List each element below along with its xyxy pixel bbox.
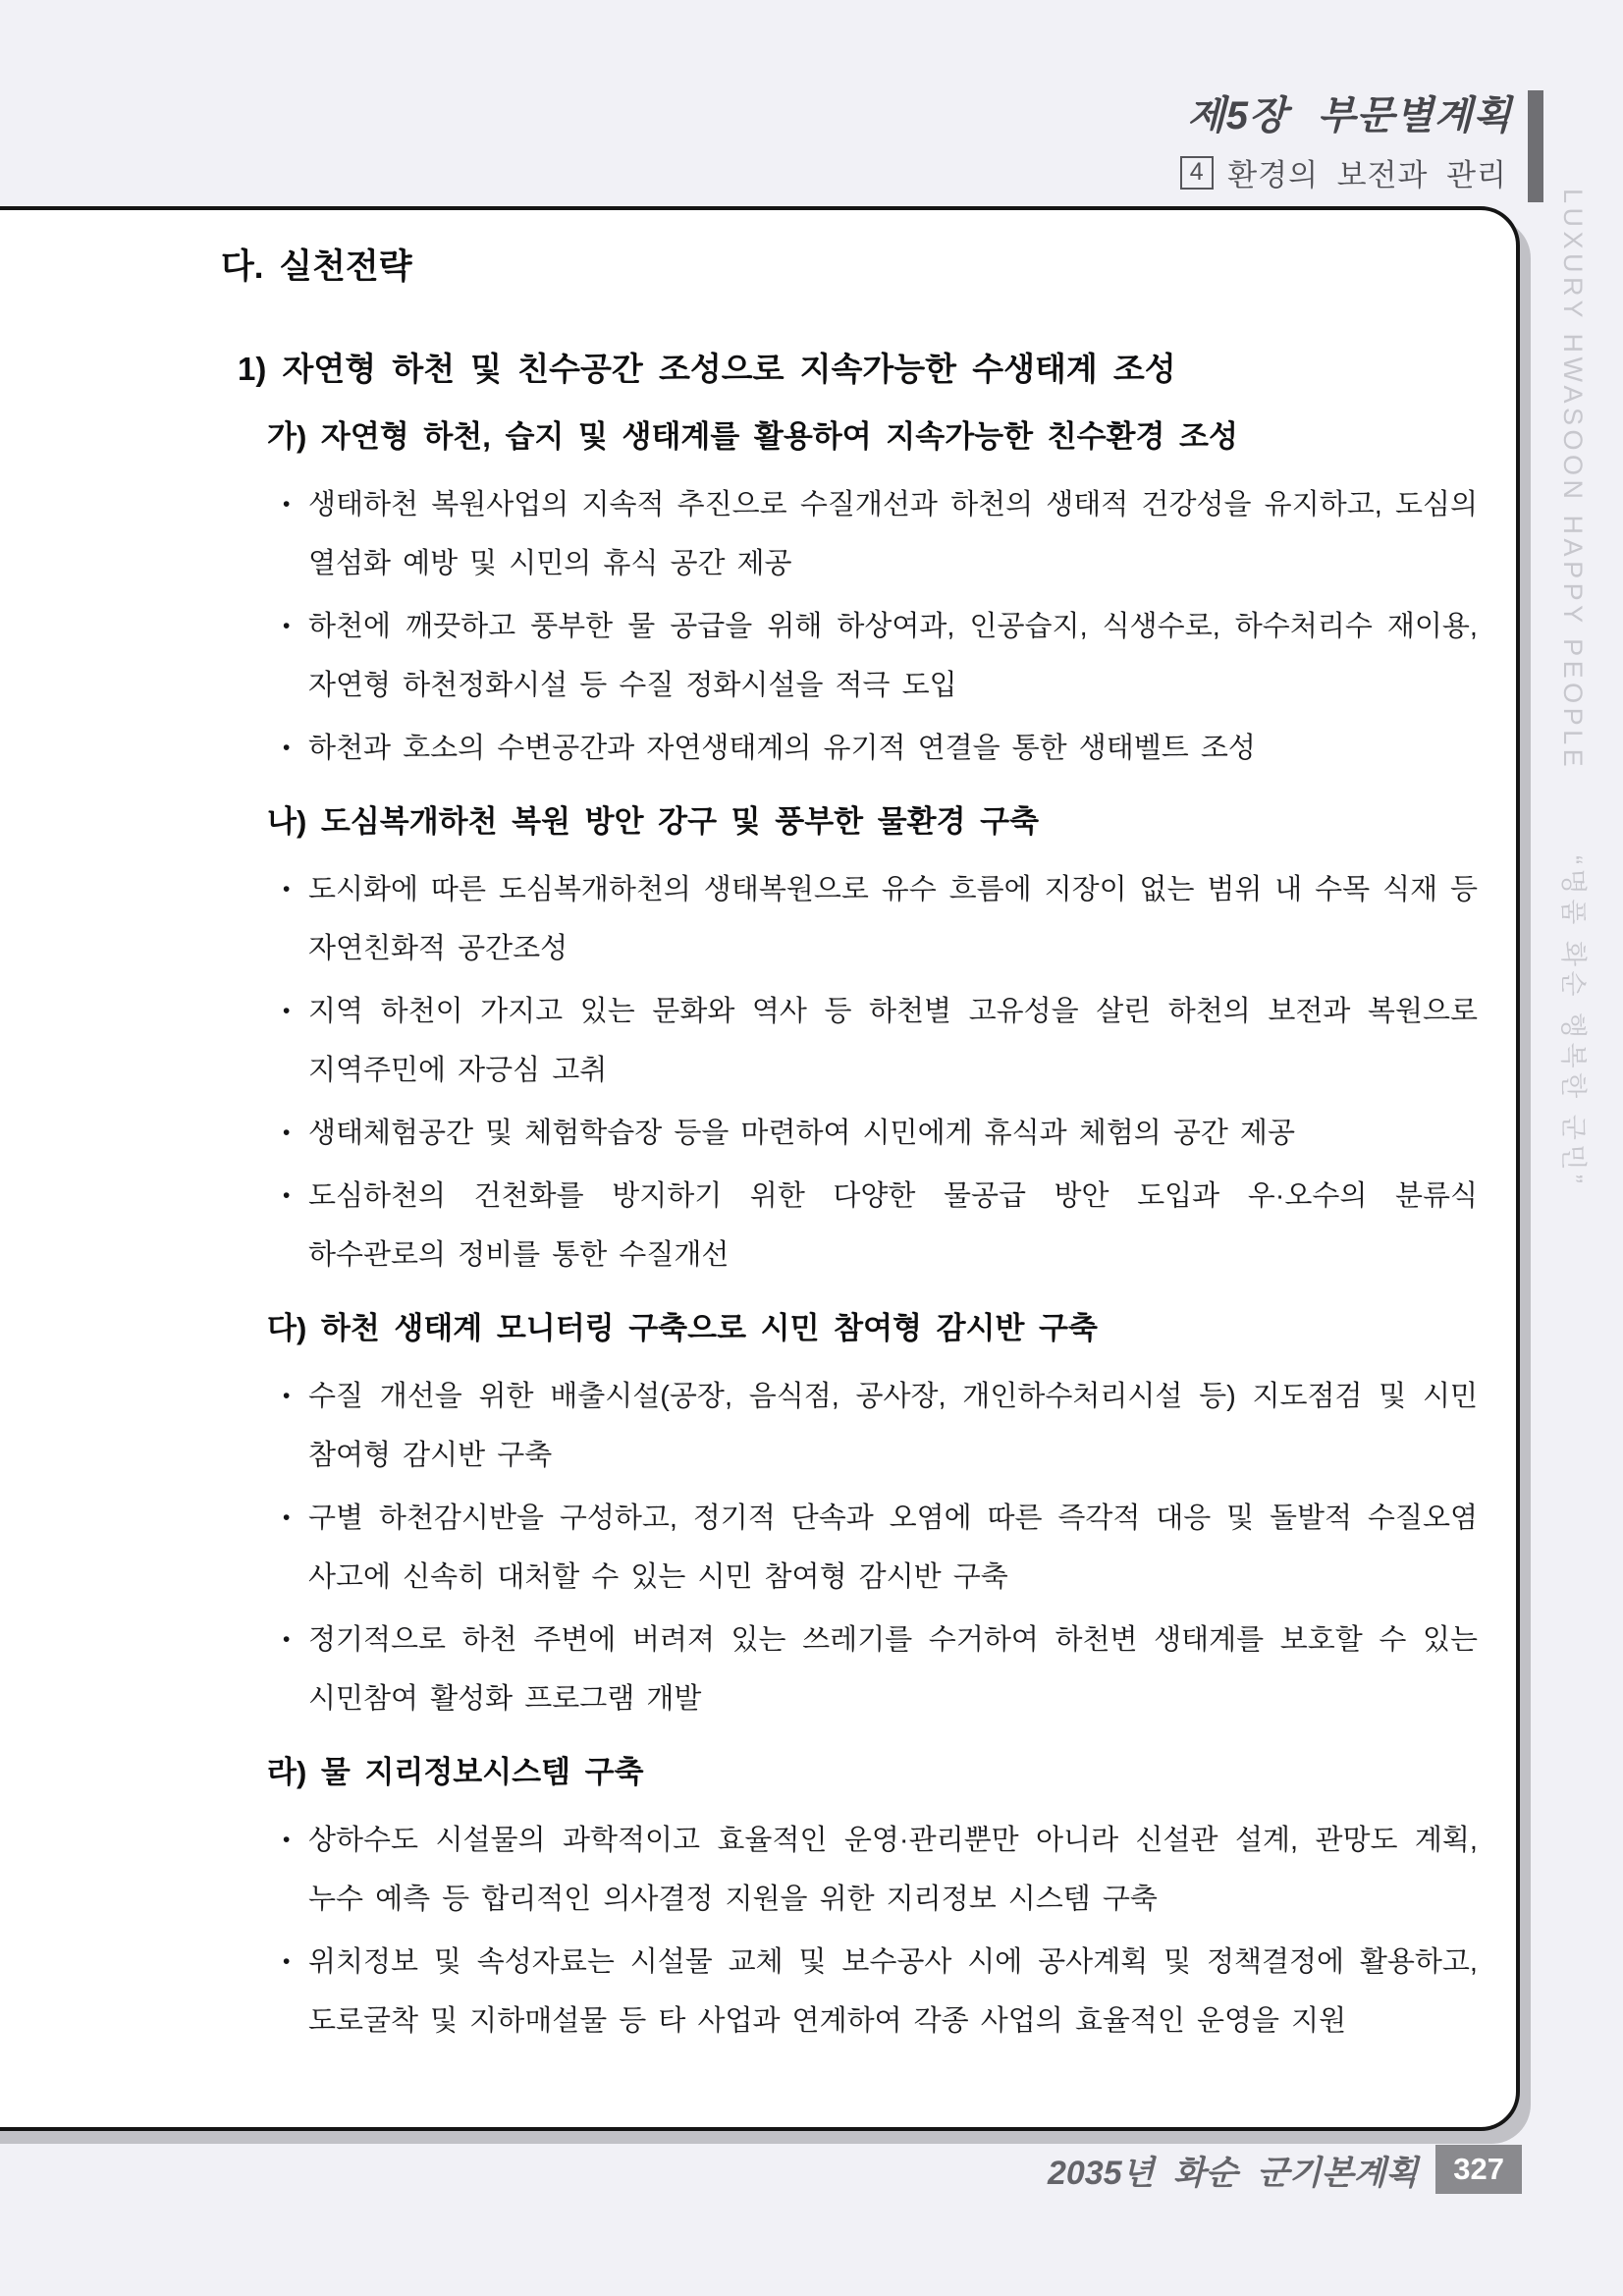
section-heading: 나) 도심복개하천 복원 방안 강구 및 풍부한 물환경 구축 (267, 804, 1040, 839)
page-footer (1048, 2145, 1522, 2194)
bullet-item (283, 860, 1478, 978)
bullet-item (283, 1167, 1478, 1285)
bullet-marker-icon: • (283, 1184, 291, 1207)
intro-heading: 다. 실천전략 (221, 247, 412, 286)
bullet-text: 도시화에 따른 도심복개하천의 생태복원으로 유수 흐름에 지장이 없는 범위 내 수목 식재 등 자연친화적 공간조성 (308, 874, 1478, 964)
bullet-item (283, 1489, 1478, 1607)
bullet-text: 구별 하천감시반을 구성하고, 정기적 단속과 오염에 따른 즉각적 대응 및 돌발적 수질오염 사고에 신속히 대처할 수 있는 시민 참여형 감시반 구축 (308, 1503, 1478, 1593)
bullet-marker-icon: • (283, 1950, 291, 1973)
bullet-item (283, 982, 1478, 1100)
bullet-item (283, 475, 1478, 593)
bullet-marker-icon: • (283, 1506, 291, 1529)
footer-doc-title: 2035년 화순 군기본계획 (1047, 2154, 1419, 2192)
bullet-item (283, 1104, 1478, 1163)
bullet-item (283, 1811, 1478, 1929)
section-heading: 가) 자연형 하천, 습지 및 생태계를 활용하여 지속가능한 친수환경 조성 (267, 419, 1238, 454)
slogan-korean: “명품 화순 행복한 군민” (1558, 855, 1588, 1188)
bullet-text: 생태하천 복원사업의 지속적 추진으로 수질개선과 하천의 생태적 건강성을 유지하고, 도심의 열섬화 예방 및 시민의 휴식 공간 제공 (308, 489, 1478, 579)
bullet-marker-icon: • (283, 615, 291, 637)
bullet-marker-icon: • (283, 1829, 291, 1851)
bullet-marker-icon: • (283, 1000, 291, 1022)
bullet-item (283, 719, 1478, 778)
bullet-marker-icon: • (283, 1385, 291, 1407)
page-number-badge: 327 (1435, 2145, 1522, 2194)
header-accent-bar (1528, 90, 1543, 202)
bullet-marker-icon: • (283, 1628, 291, 1651)
chapter-title: 제5장 부문별계획 (1187, 94, 1512, 137)
bullet-text: 하천에 깨끗하고 풍부한 물 공급을 위해 하상여과, 인공습지, 식생수로, 하수처리수 재이용, 자연형 하천정화시설 등 수질 정화시설을 적극 도입 (308, 611, 1478, 701)
section-heading: 라) 물 지리정보시스템 구축 (267, 1755, 644, 1789)
bullet-marker-icon: • (283, 493, 291, 516)
bullet-marker-icon: • (283, 1121, 291, 1144)
bullet-text: 도심하천의 건천화를 방지하기 위한 다양한 물공급 방안 도입과 우·오수의 분류식 하수관로의 정비를 통한 수질개선 (308, 1180, 1478, 1271)
bullet-marker-icon: • (283, 878, 291, 901)
bullet-text: 하천과 호소의 수변공간과 자연생태계의 유기적 연결을 통한 생태벨트 조성 (308, 733, 1256, 764)
bullet-item (283, 1933, 1478, 2050)
vertical-slogan (1556, 189, 1595, 1187)
section-number-badge: 4 (1180, 156, 1214, 190)
bullet-text: 지역 하천이 가지고 있는 문화와 역사 등 하천별 고유성을 살린 하천의 보전과 복원으로 지역주민에 자긍심 고취 (308, 996, 1478, 1086)
bullet-item (283, 1611, 1478, 1728)
bullet-text: 상하수도 시설물의 과학적이고 효율적인 운영·관리뿐만 아니라 신설관 설계, 관망도 계획, 누수 예측 등 합리적인 의사결정 지원을 위한 지리정보 시스템 구축 (308, 1825, 1478, 1915)
bullet-text: 정기적으로 하천 주변에 버려져 있는 쓰레기를 수거하여 하천변 생태계를 보호할 수 있는 시민참여 활성화 프로그램 개발 (308, 1624, 1478, 1715)
bullet-text: 수질 개선을 위한 배출시설(공장, 음식점, 공사장, 개인하수처리시설 등) 지도점검 및 시민 참여형 감시반 구축 (308, 1381, 1478, 1471)
bullet-item (283, 597, 1478, 715)
bullet-text: 위치정보 및 속성자료는 시설물 교체 및 보수공사 시에 공사계획 및 정책결정에 활용하고, 도로굴착 및 지하매설물 등 타 사업과 연계하여 각종 사업의 효율적인 운영을 지원 (308, 1946, 1478, 2037)
bullet-marker-icon: • (283, 737, 291, 759)
strategy-heading: 1) 자연형 하천 및 친수공간 조성으로 지속가능한 수생태계 조성 (238, 351, 1176, 387)
section-heading: 다) 하천 생태계 모니터링 구축으로 시민 참여형 감시반 구축 (267, 1311, 1098, 1345)
bullet-text: 생태체험공간 및 체험학습장 등을 마련하여 시민에게 휴식과 체험의 공간 제공 (308, 1118, 1295, 1149)
slogan-latin: LUXURY HWASOON HAPPY PEOPLE (1558, 189, 1588, 772)
section-title: 환경의 보전과 관리 (1227, 158, 1507, 192)
bullet-item (283, 1367, 1478, 1485)
